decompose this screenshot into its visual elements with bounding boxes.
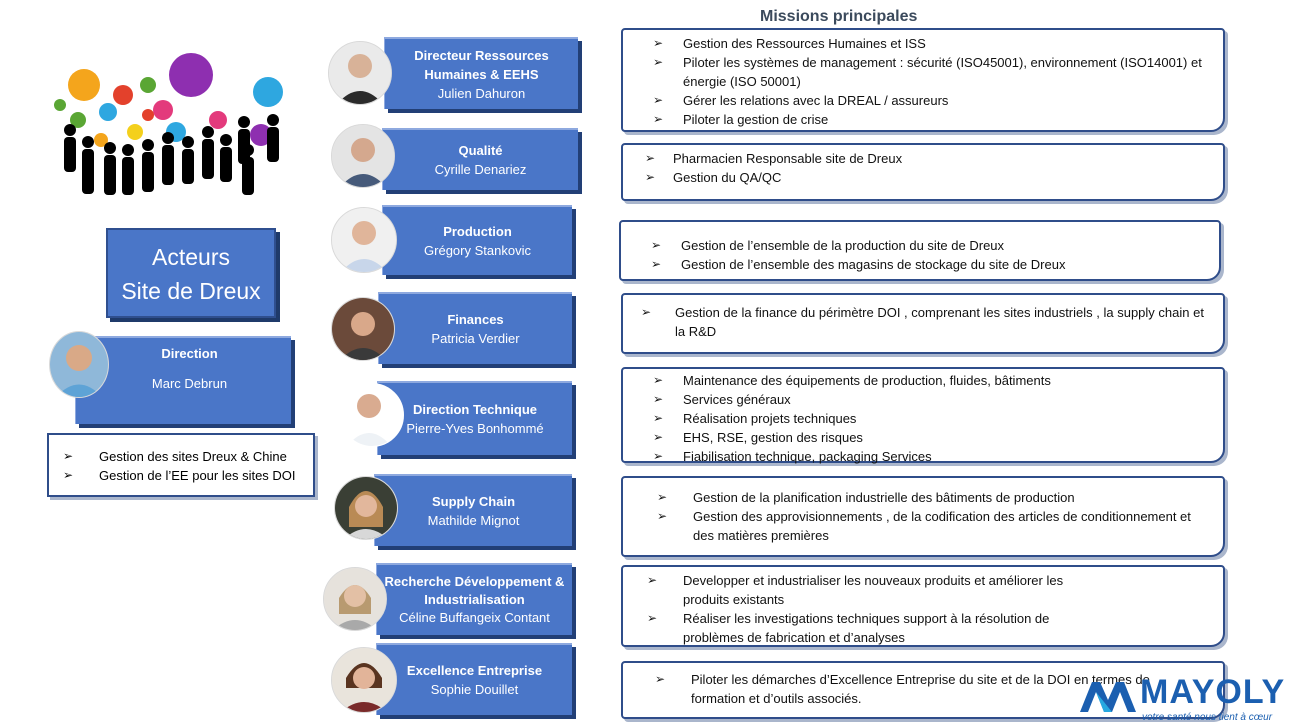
role-box-finances [378,292,572,364]
arrow-bullet-icon: ➢ [645,151,656,165]
mission-item: ➢ Piloter les systèmes de management : sécurité (ISO45001), environnement (ISO14001) et énergie (ISO 50001) [653,55,1202,89]
mission-item: ➢ Pharmacien Responsable site de Dreux [645,151,903,166]
role-box-excellence-entreprise [376,643,572,715]
arrow-bullet-icon: ➢ [651,238,662,252]
avatar-rh [328,41,392,105]
acteurs-title-box [106,228,276,318]
role-name: Marc Debrun [151,376,228,391]
arrow-bullet-icon: ➢ [653,411,664,425]
mayoly-logo [1078,673,1290,726]
role-name: Julien Dahuron [437,85,526,101]
mission-item: ➢ Gestion de la planification industrielle des bâtiments de production [657,490,1075,505]
arrow-bullet-icon: ➢ [653,93,664,107]
mission-item: ➢ Gérer les relations avec la DREAL / assureurs [653,93,949,108]
mission-item: ➢ Piloter les démarches d’Excellence Entreprise du site et de la DOI en termes de formation et d’outils associés. [655,672,1150,706]
avatar-supply-chain [334,476,398,540]
mission-box-qualite [621,143,1225,201]
role-title: Production [443,224,512,239]
role-name: Cyrille Denariez [434,162,527,177]
role-box-rh [384,37,578,109]
avatar-qualite [331,124,395,188]
acteurs-line1: Acteurs [152,244,230,270]
arrow-bullet-icon: ➢ [641,305,652,319]
mission-item: ➢ Gestion de la finance du périmètre DOI , comprenant les sites industriels , la supply chain et la R&D [641,305,1204,339]
mission-item: ➢ Gestion des sites Dreux & Chine [63,449,287,464]
mission-item: ➢ Réalisation projets techniques [653,411,857,426]
role-title: Recherche Développement & Industrialisation [384,574,565,607]
arrow-bullet-icon: ➢ [653,430,664,444]
mayoly-tagline: votre santé nous tient à cœur [1142,712,1273,723]
role-box-qualite [382,128,578,190]
missions-title: Missions principales [760,8,918,25]
role-title: Supply Chain [431,494,516,509]
role-box-direction [75,336,291,424]
arrow-bullet-icon: ➢ [653,449,664,463]
mission-item: ➢ Services généraux [653,392,791,407]
mission-box-rh [621,28,1225,132]
mission-box-finances [621,293,1225,354]
role-title: Directeur Ressources Humaines & EEHS [414,47,549,82]
mission-item: ➢ Developper et industrialiser les nouveaux produits et améliorer les produits existants [647,573,1064,607]
mission-item: ➢ Gestion des Ressources Humaines et ISS [653,36,926,51]
avatar-rd [323,567,387,631]
mission-item: ➢ Maintenance des équipements de production, fluides, bâtiments [653,373,1051,388]
mayoly-logo-mark-icon [1078,680,1138,714]
avatar-direction-technique [340,383,404,447]
arrow-bullet-icon: ➢ [653,112,664,126]
mission-item: ➢ Gestion de l’ensemble des magasins de stockage du site de Dreux [651,257,1066,272]
mission-item: ➢ Gestion du QA/QC [645,170,782,185]
role-name: Grégory Stankovic [424,243,531,258]
mission-item: ➢ EHS, RSE, gestion des risques [653,430,863,445]
arrow-bullet-icon: ➢ [653,55,664,69]
role-title: Direction Technique [413,402,537,417]
mission-box-supply-chain [621,476,1225,557]
role-title: Qualité [458,143,503,158]
direction-missions-box [47,433,315,497]
mission-item: ➢ Gestion des approvisionnements , de la codification des articles de conditionnement et des matières premières [657,509,1191,543]
mission-item: ➢ Gestion de l’ensemble de la production du site de Dreux [651,238,1005,253]
arrow-bullet-icon: ➢ [653,36,664,50]
arrow-bullet-icon: ➢ [63,449,74,463]
role-title: Direction [161,346,218,361]
mission-item: ➢ Piloter la gestion de crise [653,112,829,127]
arrow-bullet-icon: ➢ [653,373,664,387]
mission-item: ➢ Réaliser les investigations techniques support à la résolution de problèmes de fabrication et d’analyses [647,611,1050,645]
arrow-bullet-icon: ➢ [651,257,662,271]
role-box-direction-technique [377,381,572,455]
role-name: Mathilde Mignot [427,513,520,528]
role-box-rd [376,563,572,635]
arrow-bullet-icon: ➢ [657,509,668,523]
avatar-production [331,207,397,273]
crowd-speech-bubbles-illustration [48,50,288,200]
mayoly-logo-text: MAYOLY [1140,673,1286,711]
mission-box-production [619,220,1221,281]
role-name: Céline Buffangeix Contant [399,610,550,625]
mission-item: ➢ Fiabilisation technique, packaging Services [653,449,932,464]
role-title: Finances [447,312,504,327]
role-name: Sophie Douillet [430,682,519,697]
role-name: Pierre-Yves Bonhommé [406,421,544,436]
mission-box-rd [621,565,1225,647]
arrow-bullet-icon: ➢ [655,672,666,686]
arrow-bullet-icon: ➢ [645,170,656,184]
role-box-supply-chain [374,474,572,546]
role-box-production [382,205,572,275]
avatar-direction [49,331,109,398]
arrow-bullet-icon: ➢ [63,468,74,482]
avatar-finances [331,297,395,361]
arrow-bullet-icon: ➢ [647,611,658,625]
arrow-bullet-icon: ➢ [653,392,664,406]
role-name: Patricia Verdier [431,331,520,346]
mission-item: ➢ Gestion de l’EE pour les sites DOI [63,468,296,483]
arrow-bullet-icon: ➢ [657,490,668,504]
role-title: Excellence Entreprise [406,663,543,678]
arrow-bullet-icon: ➢ [647,573,658,587]
mission-box-direction-technique [621,367,1225,463]
acteurs-line2: Site de Dreux [121,278,261,304]
avatar-excellence-entreprise [331,647,397,713]
